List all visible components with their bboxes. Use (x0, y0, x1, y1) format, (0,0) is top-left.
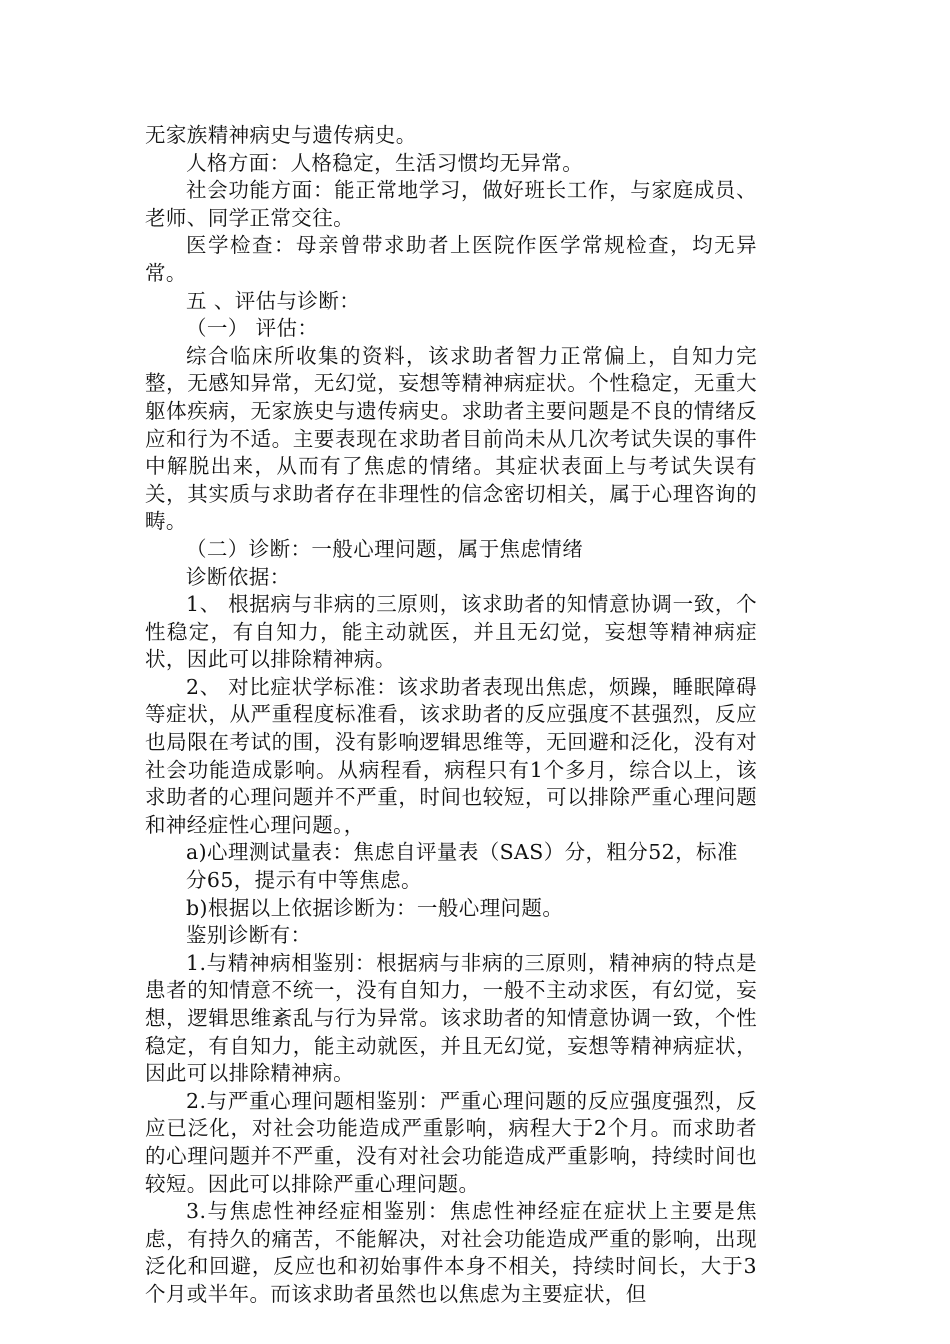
paragraph-personality: 人格方面：人格稳定，生活习惯均无异常。 (186, 150, 584, 175)
paragraph-differential-2: 2.与严重心理问题相鉴别：严重心理问题的反应强度强烈，反应已泛化，对社会功能造成严重影响，病程大于2个月。而求助者的心理问题并不严重，没有对社会功能造成严重影响，持续时间也较短。因此可以排除严重心理问题。 (145, 1088, 757, 1196)
paragraph-basis-2: 2、 对比症状学标准：该求助者表现出焦虑，烦躁，睡眠障碍等症状，从严重程度标准看，该求助者的反应强度不甚强烈，反应也局限在考试的围，没有影响逻辑思维等，无回避和泛化，没有对社会功能造成影响。从病程看，病程只有1个多月，综合以上，该求助者的心理问题并不严重，时间也较短，可以排除严重心理问题和神经症性心理问题。， (145, 674, 757, 837)
paragraph-diagnosis-result: b)根据以上依据诊断为：一般心理问题。 (186, 895, 564, 920)
paragraph-test-scale: a)心理测试量表：焦虑自评量表（SAS）分，粗分52，标准 (186, 840, 738, 865)
label-diagnosis-basis: 诊断依据： (186, 564, 291, 589)
paragraph-differential-3: 3.与焦虑性神经症相鉴别：焦虑性神经症在症状上主要是焦虑，有持久的痛苦，不能解决，对社会功能造成严重的影响，出现泛化和回避，反应也和初始事件本身不相关，持续时间长，大于3个月或半年。而该求助者虽然也以焦虑为主要症状，但 (145, 1199, 757, 1306)
paragraph-differential-1: 1.与精神病相鉴别：根据病与非病的三原则，精神病的特点是患者的知情意不统一，没有自知力，一般不主动求医，有幻觉，妄想，逻辑思维紊乱与行为异常。该求助者的知情意协调一致，个性稳定，有自知力，能主动就医，并且无幻觉，妄想等精神病症状，因此可以排除精神病。 (145, 950, 757, 1086)
label-differential-diagnosis: 鉴别诊断有： (186, 923, 312, 948)
paragraph-test-score: 分65，提示有中等焦虑。 (186, 868, 422, 893)
document-page (145, 122, 757, 1309)
paragraph-basis-1: 1、 根据病与非病的三原则，该求助者的知情意协调一致，个性稳定，有自知力，能主动就医，并且无幻觉，妄想等精神病症状，因此可以排除精神病。 (145, 592, 757, 672)
section-heading-assessment-diagnosis: 五 、评估与诊断： (186, 288, 361, 313)
paragraph-social-function: 社会功能方面：能正常地学习，做好班长工作，与家庭成员、老师、同学正常交往。 (145, 178, 757, 230)
subheading-diagnosis: （二）诊断：一般心理问题，属于焦虑情绪 (186, 536, 584, 561)
subheading-assessment: （一） 评估： (186, 316, 319, 341)
paragraph-medical-check: 医学检查：母亲曾带求助者上医院作医学常规检查，均无异常。 (145, 233, 757, 285)
paragraph-family-history: 无家族精神病史与遗传病史。 (145, 123, 417, 147)
paragraph-assessment: 综合临床所收集的资料，该求助者智力正常偏上，自知力完整，无感知异常，无幻觉，妄想等精神病症状。个性稳定，无重大躯体疾病，无家族史与遗传病史。求助者主要问题是不良的情绪反应和行为不适。主要表现在求助者目前尚未从几次考试失误的事件中解脱出来，从而有了焦虑的情绪。其症状表面上与考试失误有关，其实质与求助者存在非理性的信念密切相关，属于心理咨询的畴。 (145, 343, 757, 534)
